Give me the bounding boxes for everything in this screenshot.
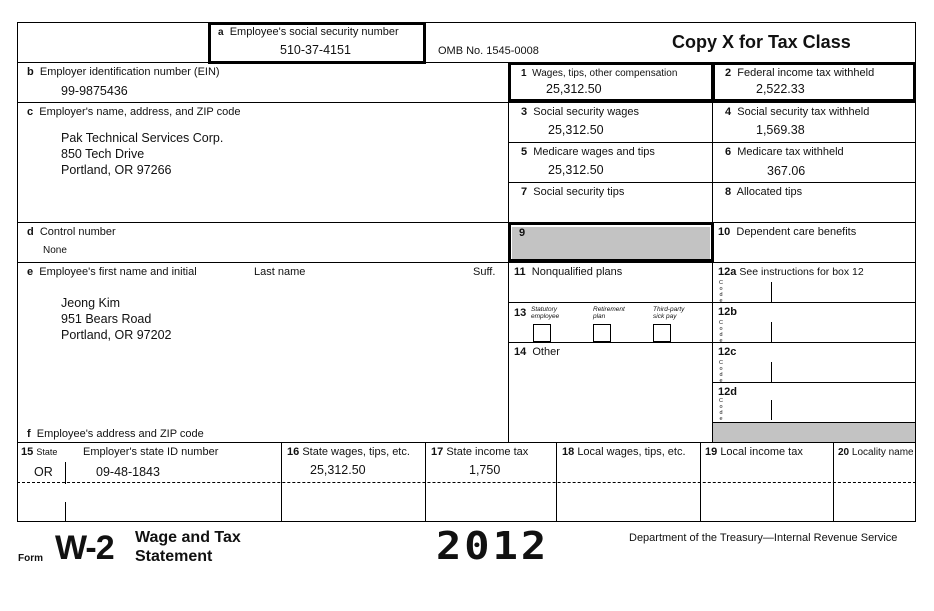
state-id-label: Employer's state ID number [83,446,219,458]
box9-frame [508,222,714,262]
state-row-dashed-line [17,482,916,483]
box2-value: 2,522.33 [756,82,805,96]
box16-label: 16 State wages, tips, etc. [287,446,410,458]
row-line [508,302,916,303]
row-line [712,382,916,383]
third-party-sick-pay-checkbox[interactable] [653,324,671,342]
box14-label: 14 Other [514,346,560,358]
ssn-value: 510-37-4151 [280,43,351,57]
last-name-label: Last name [254,266,306,278]
state-separator [65,462,66,484]
box12-code-divider [771,322,772,342]
box20-label: 20 Locality name [838,447,914,458]
suffix-label: Suff. [473,266,496,278]
box9-label: 9 [519,227,526,239]
box6-label: 6 Medicare tax withheld [725,146,844,158]
row-line [17,442,916,443]
department-line: Department of the Treasury—Internal Revenue Service [629,532,898,544]
form-border-top [17,22,916,23]
box10-label: 10 Dependent care benefits [718,226,857,238]
box12a-label: 12a See instructions for box 12 [718,266,864,278]
box7-label: 7 Social security tips [521,186,625,198]
employee-address-label: f Employee's address and ZIP code [27,428,204,440]
employer-city: Portland, OR 97266 [61,163,172,177]
box13-retirement-label: Retirement plan [593,306,625,320]
employee-city: Portland, OR 97202 [61,328,172,342]
form-border-left [17,22,18,522]
row-line [508,342,916,343]
box3-value: 25,312.50 [548,123,604,137]
control-label: d Control number [27,226,116,238]
employee-name: Jeong Kim [61,296,121,310]
state-tax-value: 1,750 [469,463,501,477]
form-word: Form [18,553,43,564]
form-name: W-2 [55,529,114,567]
box15-label: 15 State [21,446,58,458]
box12a-code-letters: C o d e [719,280,723,304]
box1-label: 1 Wages, tips, other compensation [521,68,678,79]
box12b-code-letters: C o d e [719,320,723,344]
row-line [17,222,916,223]
box5-value: 25,312.50 [548,163,604,177]
box12-code-divider [771,400,772,420]
box4-label: 4 Social security tax withheld [725,106,870,118]
box12-bottom-shaded [713,423,915,442]
tax-year: 2012 [436,523,550,569]
row-line [508,142,916,143]
box12c-code-letters: C o d e [719,360,723,384]
box1-value: 25,312.50 [546,82,602,96]
control-value: None [43,245,67,256]
box13-thirdparty-label: Third-party sick pay [653,306,685,320]
box18-label: 18 Local wages, tips, etc. [562,446,686,458]
retirement-plan-checkbox[interactable] [593,324,611,342]
form-border-bottom [17,521,916,522]
row-line [17,102,508,103]
box2-label: 2 Federal income tax withheld [725,67,875,79]
box3-label: 3 Social security wages [521,106,640,118]
omb-number: OMB No. 1545-0008 [438,45,539,57]
state-value: OR [34,465,53,479]
box11-label: 11 Nonqualified plans [514,266,623,278]
box8-label: 8 Allocated tips [725,186,803,198]
box5-label: 5 Medicare wages and tips [521,146,655,158]
copy-label: Copy X for Tax Class [672,32,851,52]
box17-label: 17 State income tax [431,446,529,458]
form-title-line1: Wage and Tax [135,529,241,546]
box12b-label: 12b [718,306,737,318]
employer-name: Pak Technical Services Corp. [61,131,224,145]
state-wages-value: 25,312.50 [310,463,366,477]
box12-code-divider [771,282,772,302]
box12d-code-letters: C o d e [719,398,723,422]
row-line [508,102,916,103]
box13-statutory-label: Statutory employee [531,306,560,320]
ein-label: b Employer identification number (EIN) [27,66,220,78]
box4-value: 1,569.38 [756,123,805,137]
box6-value: 367.06 [767,164,806,178]
box13-number: 13 [514,307,527,319]
form-title-line2: Statement [135,548,213,565]
box19-label: 19 Local income tax [705,446,803,458]
row-line [508,182,916,183]
state-separator [65,502,66,522]
employer-label: c Employer's name, address, and ZIP code [27,106,241,118]
box12c-label: 12c [718,346,737,358]
employee-name-label: e Employee's first name and initial [27,266,197,278]
row-line [17,262,916,263]
employee-street: 951 Bears Road [61,312,152,326]
ssn-label: a Employee's social security number [218,26,399,38]
state-id-value: 09-48-1843 [96,465,160,479]
statutory-employee-checkbox[interactable] [533,324,551,342]
ein-value: 99-9875436 [61,84,128,98]
box12-code-divider [771,362,772,382]
box12d-label: 12d [718,386,737,398]
employer-street: 850 Tech Drive [61,147,145,161]
